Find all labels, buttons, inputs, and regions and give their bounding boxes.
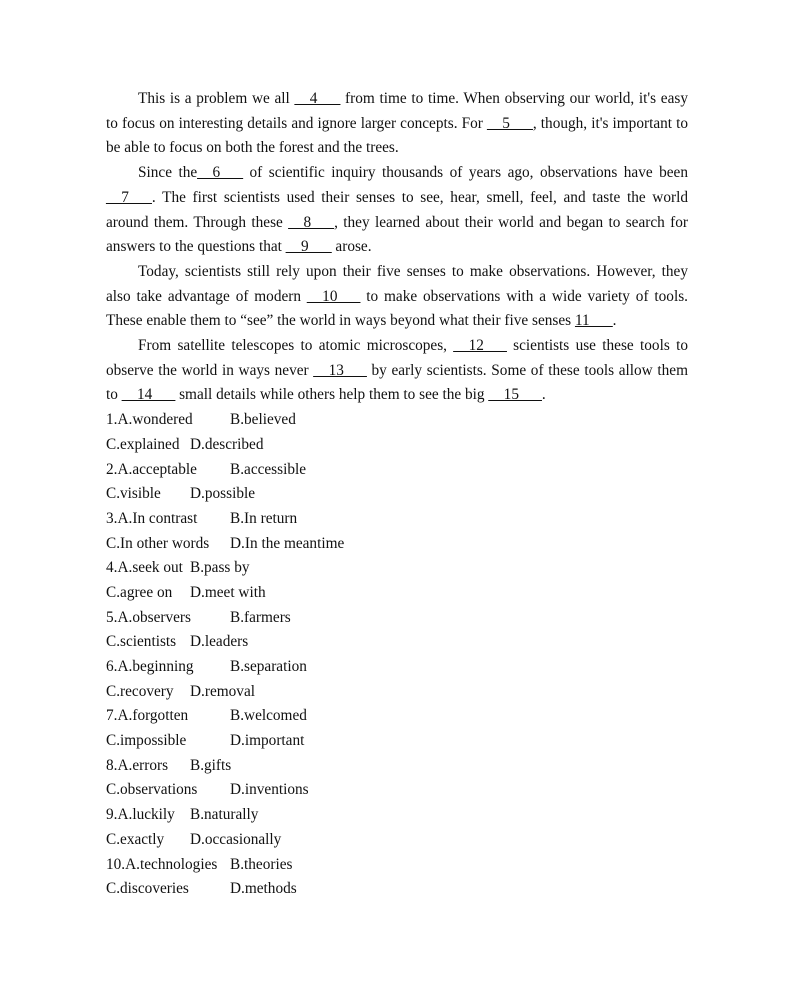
question-1-row-ab xyxy=(106,408,688,433)
text: . xyxy=(612,312,617,330)
option-8d: D.inventions xyxy=(230,781,309,799)
blank-8: __8___ xyxy=(288,213,335,231)
option-8a: 8.A.errors xyxy=(106,756,169,774)
text: Today, scientists still rely upon their five senses to make observations. However, they also take advantage of modern xyxy=(106,262,688,305)
option-6a: 6.A.beginning xyxy=(106,658,194,676)
option-7b: B.welcomed xyxy=(230,707,307,725)
question-3-row-ab xyxy=(106,507,688,532)
question-10-row-ab xyxy=(106,853,688,878)
text: scientists use these tools to observe the world in ways never xyxy=(106,337,688,379)
paragraph-4 xyxy=(106,334,688,408)
option-9a: 9.A.luckily xyxy=(106,806,175,824)
blank-15: __15___ xyxy=(488,386,542,404)
question-7-row-cd xyxy=(106,729,688,754)
text: of scientific inquiry thousands of years ago, observations have been xyxy=(243,164,688,182)
option-7a: 7.A.forgotten xyxy=(106,707,189,725)
question-5-row-cd xyxy=(106,630,688,655)
option-7c: C.impossible xyxy=(106,732,187,750)
question-8-row-cd xyxy=(106,778,688,803)
option-10d: D.methods xyxy=(230,880,297,898)
text: From satellite telescopes to atomic microscopes, xyxy=(138,337,454,355)
question-9-row-cd xyxy=(106,828,688,853)
text: by early scientists. Some of these tools allow them to xyxy=(106,361,688,404)
text: This is a problem we all xyxy=(138,90,295,107)
blank-7: __7___ xyxy=(106,188,152,206)
option-5d: D.leaders xyxy=(190,633,249,651)
question-9-row-ab xyxy=(106,803,688,828)
question-4-row-ab xyxy=(106,556,688,581)
question-7-row-ab xyxy=(106,704,688,729)
option-4b: B.pass by xyxy=(190,559,250,577)
option-2c: C.visible xyxy=(106,485,161,503)
text: , they learned about their world and began to search for answers to the questions that xyxy=(106,213,688,256)
text: Since the xyxy=(138,164,198,182)
question-2-row-cd xyxy=(106,482,688,507)
option-1c: C.explained xyxy=(106,435,180,453)
option-3c: C.In other words xyxy=(106,534,210,552)
question-6-row-cd xyxy=(106,680,688,705)
option-5c: C.scientists xyxy=(106,633,177,651)
blank-4: __4___ xyxy=(294,90,341,107)
blank-10: __10___ xyxy=(306,287,361,305)
option-10c: C.discoveries xyxy=(106,880,189,898)
paragraph-1 xyxy=(106,87,688,161)
option-1a: 1.A.wondered xyxy=(106,411,193,429)
text: from time to time. When observing our world, it's easy to focus on interesting details and ignore larger concepts. For xyxy=(106,90,688,132)
text: . xyxy=(541,386,546,404)
question-5-row-ab xyxy=(106,606,688,631)
option-9c: C.exactly xyxy=(106,830,165,848)
option-3b: B.In return xyxy=(230,509,298,527)
option-3d: D.In the meantime xyxy=(230,534,345,552)
option-10b: B.theories xyxy=(230,855,293,873)
paragraph-3 xyxy=(106,260,688,334)
question-3-row-cd xyxy=(106,532,688,557)
option-2b: B.accessible xyxy=(230,460,307,478)
blank-6: __6___ xyxy=(197,164,244,182)
option-6d: D.removal xyxy=(190,682,255,700)
question-2-row-ab xyxy=(106,458,688,483)
option-3a: 3.A.In contrast xyxy=(106,509,198,527)
document-page xyxy=(106,87,688,902)
blank-13: __13___ xyxy=(313,361,367,379)
option-8c: C.observations xyxy=(106,781,198,799)
question-6-row-ab xyxy=(106,655,688,680)
option-1b: B.believed xyxy=(230,411,296,429)
option-4a: 4.A.seek out xyxy=(106,559,183,577)
question-1-row-cd xyxy=(106,433,688,458)
option-10a: 10.A.technologies xyxy=(106,855,218,873)
blank-14: __14___ xyxy=(121,386,176,404)
paragraph-2 xyxy=(106,161,688,260)
option-1d: D.described xyxy=(190,435,264,453)
question-10-row-cd xyxy=(106,877,688,902)
blank-9: __9___ xyxy=(285,238,332,256)
option-5b: B.farmers xyxy=(230,608,291,626)
text: , though, it's important to be able to focus on both the forest and the trees. xyxy=(106,114,688,157)
question-list xyxy=(106,408,688,902)
option-9b: B.naturally xyxy=(190,806,259,824)
option-5a: 5.A.observers xyxy=(106,608,191,626)
option-4d: D.meet with xyxy=(190,583,266,601)
option-7d: D.important xyxy=(230,732,305,750)
blank-11: 11___ xyxy=(574,312,613,330)
blank-5: __5___ xyxy=(486,114,533,132)
text: small details while others help them to see the big xyxy=(175,386,489,404)
blank-12: __12___ xyxy=(453,337,507,355)
option-4c: C.agree on xyxy=(106,583,173,601)
text: arose. xyxy=(331,238,372,256)
question-4-row-cd xyxy=(106,581,688,606)
option-2a: 2.A.acceptable xyxy=(106,460,197,478)
option-6b: B.separation xyxy=(230,658,307,676)
option-6c: C.recovery xyxy=(106,682,174,700)
option-8b: B.gifts xyxy=(190,756,232,774)
option-9d: D.occasionally xyxy=(190,830,282,848)
question-8-row-ab xyxy=(106,754,688,779)
text: . The first scientists used their senses to see, hear, smell, feel, and taste the world around them. Through these xyxy=(106,188,688,231)
option-2d: D.possible xyxy=(190,485,256,503)
text: to make observations with a wide variety of tools. These enable them to “see” the world in ways beyond what their five senses xyxy=(106,287,688,330)
